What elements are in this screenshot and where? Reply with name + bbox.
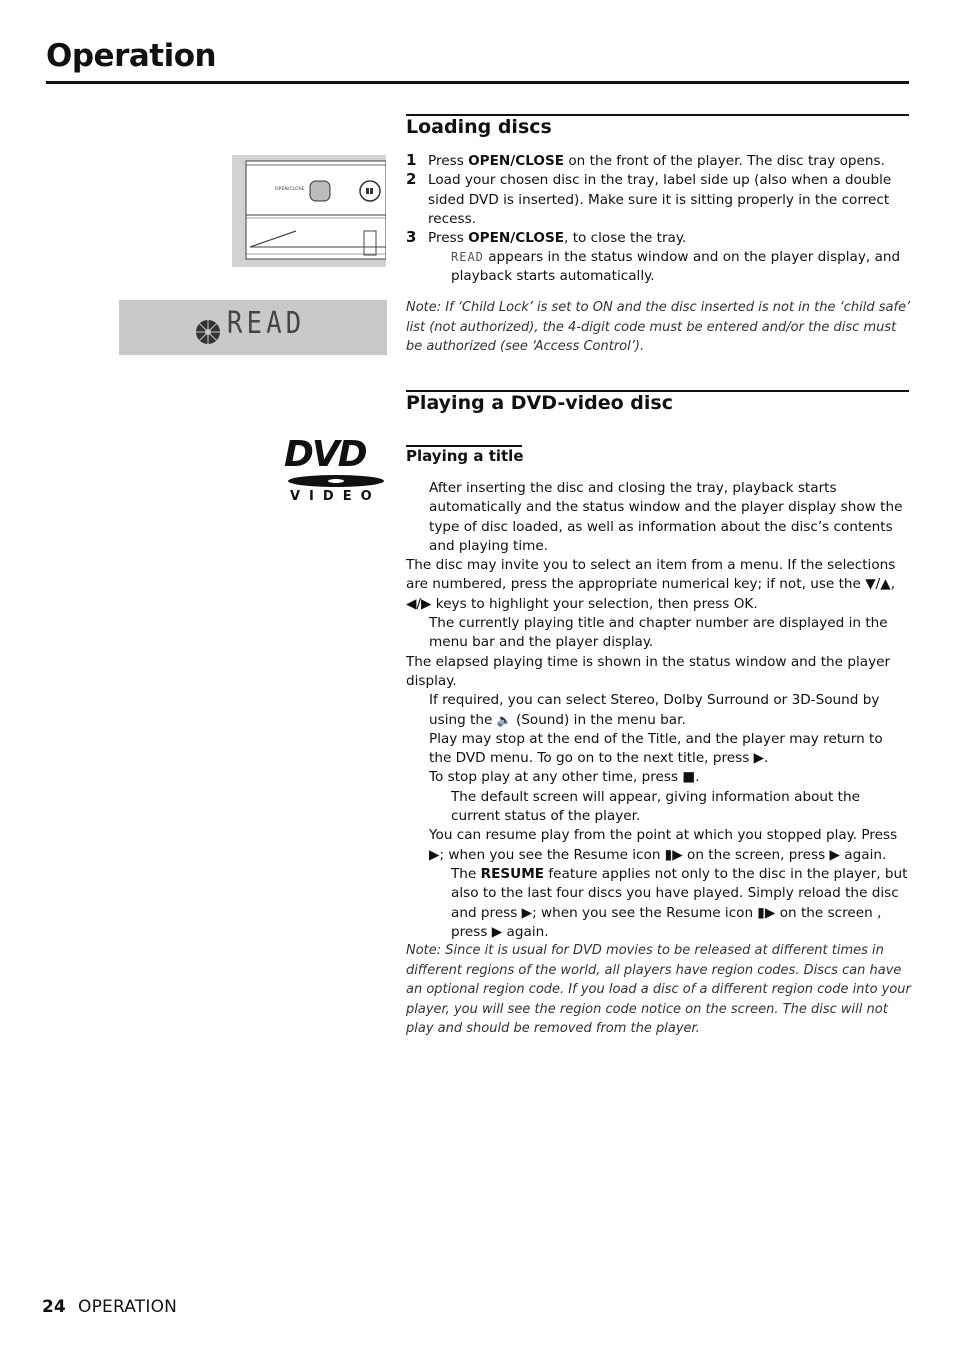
dvd-logo-text: DVD [284,434,366,475]
page-title: Operation [46,38,217,74]
page-number: 24 [42,1297,66,1317]
region-code-note: Note: Since it is usual for DVD movies to be released at different times in different regions of the world, all players have region codes. Discs can have an optional region code. If you load a disc of a different region code into your player, you will see the region code notice on the screen. The disc will not play and should be removed from the player. [406,943,911,1036]
paragraph: The disc may invite you to select an item from a menu. If the selections are numbered, press the appropriate numerical key; if not, use the ▼/▲, ◀/▶ keys to highlight your selection, then press OK. [406,557,896,612]
paragraph: After inserting the disc and closing the tray, playback starts automatically and the status window and the player display show the type of disc loaded, as well as information about the disc’s contents and playing time. [429,480,903,554]
sound-icon: 🔉 [496,712,512,727]
paragraph: You can resume play from the point at which you stopped play. Press ▶; when you see the Resume icon ▮▶ on the screen, press ▶ again. [429,827,898,863]
disc-icon [195,319,221,345]
step-number: 3 [406,228,417,247]
playing-section-heading: Playing a DVD-video disc [406,392,673,414]
step-number: 1 [406,151,417,169]
open-close-button-label: OPEN/CLOSE [275,187,305,192]
title-divider [46,81,909,84]
paragraph: To stop play at any other time, press ■. [429,769,700,786]
step-1: 1 Press OPEN/CLOSE on the front of the player. The disc tray opens. [406,151,885,169]
paragraph: The elapsed playing time is shown in the status window and the player display. [406,653,891,689]
dvd-video-logo [284,434,388,506]
playing-body [406,479,909,942]
playing-title-heading: Playing a title [406,447,524,465]
lcd-read-inline: READ [451,250,484,264]
disc-ellipse-icon [286,474,386,488]
lcd-read-text: READ [227,306,306,341]
paragraph: Play may stop at the end of the Title, and the player may return to the DVD menu. To go on to the next title, press ▶. [429,730,883,767]
paragraph: The currently playing title and chapter number are displayed in the menu bar and the player display. [429,615,888,651]
dvd-logo-subtext: VIDEO [290,489,381,504]
paragraph: The default screen will appear, giving information about the current status of the player. [451,788,860,825]
child-lock-note: Note: If ‘Child Lock’ is set to ON and the disc inserted is not in the ‘child safe’ list (not authorized), the 4-digit code must be entered and/or the disc must be authorized (see ‘Access Control’). [406,300,911,354]
paragraph: If required, you can select Stereo, Dolby Surround or 3D-Sound by using the 🔉 (Sound) in the menu bar. [429,692,880,728]
loading-result: READ appears in the status window and on the player display, and playback starts automatically. [451,249,901,285]
step-3: 3 Press OPEN/CLOSE, to close the tray. [406,228,687,247]
player-panel-drawing [232,155,386,267]
player-front-illustration [232,155,386,267]
step-number: 2 [406,170,417,189]
paragraph: The RESUME feature applies not only to the disc in the player, but also to the last four discs you have played. Simply reload the disc and press ▶; when you see the Resume icon ▮▶ on the screen , press ▶ again. [451,865,908,940]
loading-section-heading: Loading discs [406,116,552,138]
lcd-display-illustration [119,300,387,355]
footer-section-label: OPERATION [78,1297,178,1317]
step-2: 2 Load your chosen disc in the tray, label side up (also when a double sided DVD is inserted). Make sure it is sitting properly in the correct recess. [406,170,892,227]
loading-steps [406,152,909,248]
